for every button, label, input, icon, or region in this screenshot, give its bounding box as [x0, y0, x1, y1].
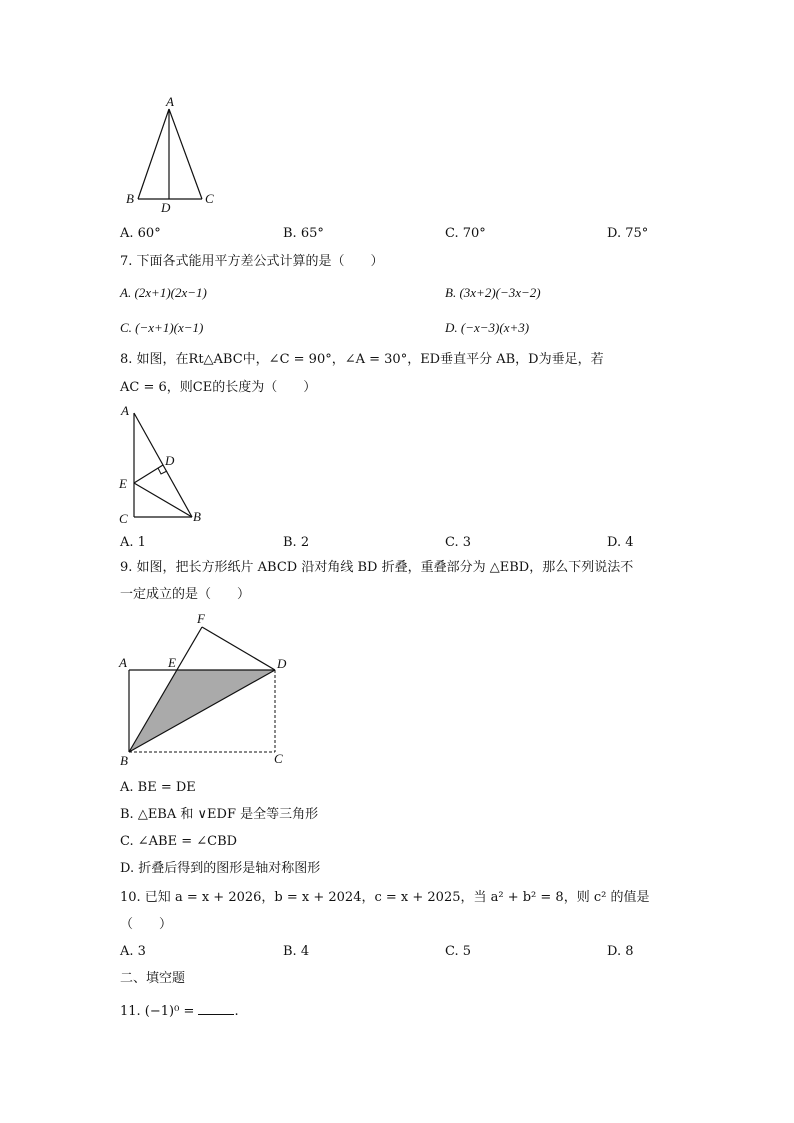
q10-option-a: A. 3: [120, 944, 146, 959]
q10-option-d: D. 8: [607, 944, 634, 959]
q8-option-c: C. 3: [445, 535, 472, 550]
q10-option-c: C. 5: [445, 944, 472, 959]
q8-option-a: A. 1: [120, 535, 146, 550]
q8-option-d: D. 4: [607, 535, 634, 550]
q9-option-d: D. 折叠后得到的图形是轴对称图形: [120, 861, 321, 876]
fig9-label-e: E: [168, 655, 176, 670]
q11-stem: 11. (−1)⁰ =: [120, 1004, 199, 1019]
fig8-label-b: B: [193, 509, 201, 524]
q7-stem: 7. 下面各式能用平方差公式计算的是（ ）: [120, 254, 384, 269]
fig9-label-d: D: [277, 656, 287, 671]
q10-option-b: B. 4: [283, 944, 310, 959]
q9-folded-rectangle-figure: [115, 610, 305, 770]
fig6-label-d: D: [161, 200, 171, 215]
q7-option-a: A. (2x+1)(2x−1): [120, 285, 207, 300]
fig9-label-c: C: [274, 751, 283, 766]
q8-stem-line1: 8. 如图，在Rt△ABC中，∠C = 90°，∠A = 30°，ED垂直平分 AB，D为垂足，若: [120, 352, 604, 367]
fig6-label-b: B: [126, 191, 134, 206]
fig8-label-d: D: [165, 453, 175, 468]
q10-stem-line1: 10. 已知 a = x + 2026，b = x + 2024，c = x + 2025，当 a² + b² = 8，则 c² 的值是: [120, 890, 650, 905]
q9-option-b: B. △EBA 和 ∨EDF 是全等三角形: [120, 807, 319, 822]
q8-right-triangle-figure: [115, 403, 215, 528]
q6-option-d: D. 75°: [607, 226, 649, 241]
q7-option-c: C. (−x+1)(x−1): [120, 320, 204, 335]
q6-option-a: A. 60°: [120, 226, 161, 241]
q6-option-c: C. 70°: [445, 226, 486, 241]
q11-end: .: [234, 1004, 239, 1019]
q7-option-d: D. (−x−3)(x+3): [445, 320, 530, 335]
q7-option-b: B. (3x+2)(−3x−2): [445, 285, 541, 300]
fig6-label-a: A: [166, 94, 174, 109]
fig8-label-c: C: [119, 511, 128, 526]
fig9-label-a: A: [119, 655, 127, 670]
q9-option-a: A. BE = DE: [120, 780, 196, 795]
q8-option-b: B. 2: [283, 535, 310, 550]
q6-option-b: B. 65°: [283, 226, 324, 241]
fig8-label-e: E: [119, 476, 127, 491]
q9-stem-line1: 9. 如图，把长方形纸片 ABCD 沿对角线 BD 折叠，重叠部分为 △EBD，那么下列说法不: [120, 560, 634, 575]
q11-line: [120, 1002, 239, 1020]
q10-stem-line2: （ ）: [120, 917, 173, 932]
q6-triangle-figure: [120, 95, 220, 215]
q9-stem-line2: 一定成立的是（ ）: [120, 587, 251, 602]
q9-option-c: C. ∠ABE = ∠CBD: [120, 834, 238, 849]
fig9-label-b: B: [120, 753, 128, 768]
fig6-label-c: C: [205, 191, 214, 206]
fig8-label-a: A: [121, 403, 129, 418]
q8-stem-line2: AC = 6，则CE的长度为（ ）: [120, 380, 317, 395]
fig9-label-f: F: [197, 611, 205, 626]
section-heading-fill-in: 二、填空题: [120, 971, 186, 986]
q11-answer-blank: [198, 1002, 234, 1015]
